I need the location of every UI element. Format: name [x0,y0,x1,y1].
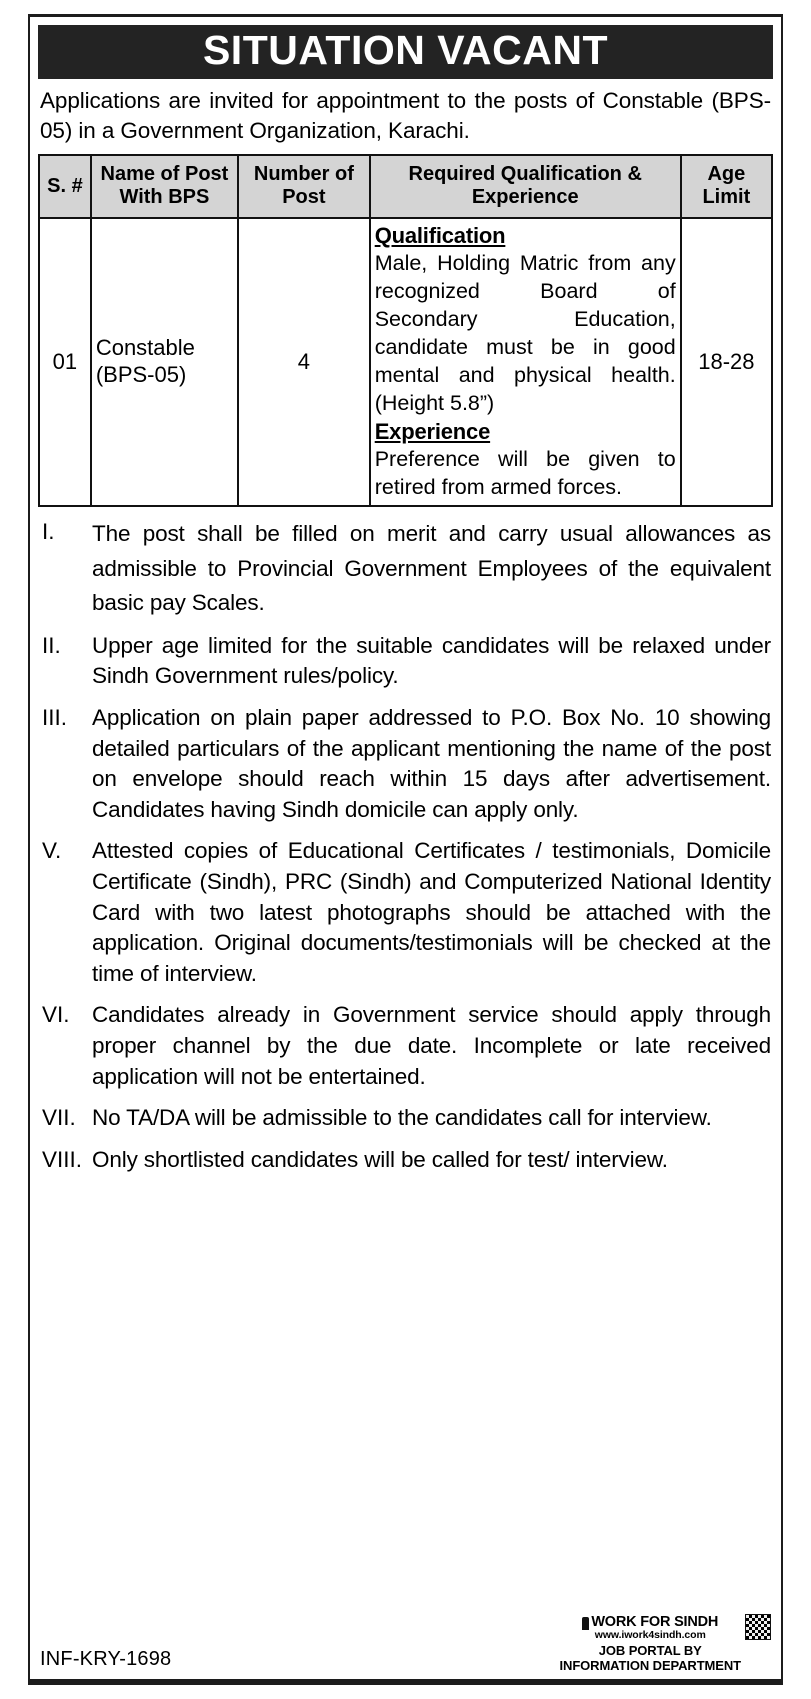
conditions-list [40,517,771,1175]
th-post-name: Name of Post With BPS [91,155,238,218]
experience-text: Preference will be given to retired from armed forces. [374,447,676,500]
qualification-text: Male, Holding Matric from any recognized Board of Secondary Education, candidate must be in good mental and physical health. (Height 5.8”) [374,251,676,415]
condition-number: V. [42,838,62,864]
condition-item [40,631,771,692]
footer [30,1614,781,1673]
portal-brand-label: WORK FOR SINDH [591,1614,719,1630]
title-banner [38,25,773,79]
portal-url: www.iwork4sindh.com [594,1629,706,1641]
condition-text: Application on plain paper addressed to P.O. Box No. 10 showing detailed particulars of the applicant mentioning the name of the post on envelope should reach within 15 days after advertisement. Candidates having Sindh domicile can apply only. [92,705,771,822]
condition-number: VI. [42,1002,70,1028]
portal-text-block [560,1614,741,1673]
condition-item [40,703,771,825]
th-serial: S. # [39,155,91,218]
table-header [39,155,772,218]
condition-item [40,1103,771,1134]
condition-text: No TA/DA will be admissible to the candidates call for interview. [92,1105,712,1131]
table-row [39,218,772,507]
condition-item [40,836,771,989]
sheet-inner [30,17,781,1190]
job-portal-logo [560,1614,771,1673]
condition-item [40,517,771,620]
condition-text: The post shall be filled on merit and carry usual allowances as admissible to Provincial Government Employees of the equivalent basic pay Scales. [92,521,771,615]
portal-department: INFORMATION DEPARTMENT [559,1658,741,1673]
th-qualification: Required Qualification & Experience [370,155,681,218]
condition-text: Candidates already in Government service should apply through proper channel by the due date. Incomplete or late received application will not be entertained. [92,1002,771,1089]
experience-heading: Experience [374,418,491,444]
condition-number: VII. [42,1105,76,1131]
qualification-heading: Qualification [374,222,506,248]
cell-serial: 01 [39,218,91,507]
condition-item [40,1145,771,1176]
condition-number: I. [42,519,55,545]
condition-text: Attested copies of Educational Certificates / testimonials, Domicile Certificate (Sindh), PRC (Sindh) and Computerized National Identity Card with two latest photographs should be attached with the application. Original documents/testimonials will be checked at the time of interview. [92,838,771,986]
table-body [39,218,772,507]
table-header-row [39,155,772,218]
condition-number: VIII. [42,1146,83,1172]
person-icon [582,1617,589,1630]
intro-paragraph: Applications are invited for appointment to the posts of Constable (BPS-05) in a Government Organization, Karachi. [40,88,771,143]
th-age-limit: Age Limit [681,155,772,218]
vacancy-table [38,154,773,507]
th-number-of-post: Number of Post [238,155,370,218]
cell-post-name: Constable (BPS-05) [91,218,238,507]
cell-number-of-post: 4 [238,218,370,507]
condition-number: III. [42,705,68,731]
page-title: SITUATION VACANT [202,27,609,73]
portal-subtitle: JOB PORTAL BY [598,1643,702,1658]
condition-number: II. [42,632,61,658]
condition-item [40,1000,771,1092]
condition-text: Upper age limited for the suitable candidates will be relaxed under Sindh Government rules/policy. [92,632,771,689]
condition-text: Only shortlisted candidates will be called for test/ interview. [92,1146,668,1172]
portal-brand-line [560,1614,741,1630]
inf-reference-code: INF-KRY-1698 [40,1648,172,1670]
cell-age-limit: 18-28 [681,218,772,507]
cell-qualification [370,218,681,507]
advertisement-sheet [28,14,783,1685]
qr-code-icon [745,1614,771,1640]
